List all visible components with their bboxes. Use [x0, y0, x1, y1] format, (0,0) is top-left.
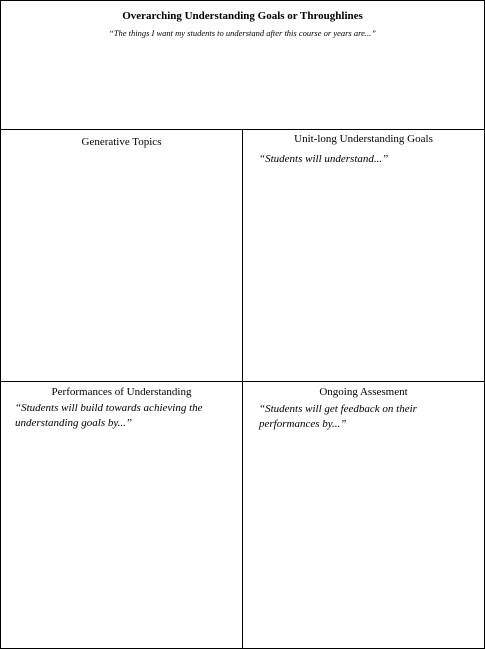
- generative-topics-title: Generative Topics: [81, 136, 162, 148]
- unit-goals-box: [242, 129, 485, 382]
- unit-goals-title: Unit-long Understanding Goals: [294, 133, 433, 145]
- assessment-box: [242, 381, 485, 649]
- performances-prompt: “Students will build towards achieving the understanding goals by...”: [15, 402, 203, 429]
- performances-box: [0, 381, 243, 649]
- performances-title: Performances of Understanding: [51, 386, 192, 398]
- assessment-title: Ongoing Assesment: [319, 386, 408, 398]
- unit-goals-prompt: “Students will understand...”: [259, 153, 389, 165]
- overarching-goals-subtitle: “The things I want my students to understand after this course or years are...”: [109, 28, 376, 38]
- generative-topics-box: [0, 129, 243, 382]
- assessment-prompt: “Students will get feedback on their performances by...”: [259, 403, 417, 430]
- overarching-goals-title: Overarching Understanding Goals or Throughlines: [122, 10, 363, 22]
- overarching-goals-box: [0, 0, 485, 130]
